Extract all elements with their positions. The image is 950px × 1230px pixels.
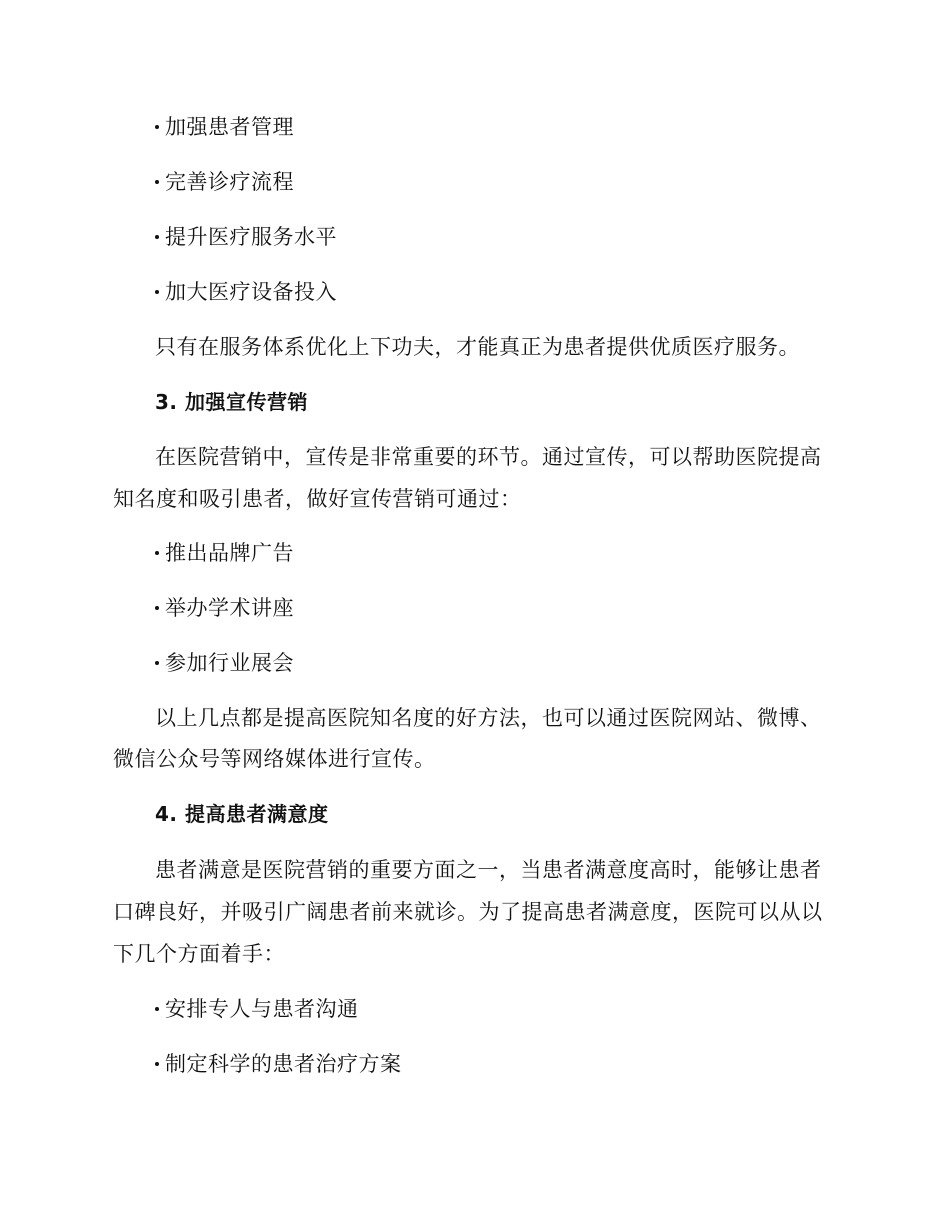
- paragraph-line: 知名度和吸引患者，做好宣传营销可通过：: [113, 487, 522, 511]
- section-heading: 3. 加强宣传营销: [155, 390, 308, 414]
- paragraph-line: 下几个方面着手：: [113, 942, 285, 966]
- bullet-text: 完善诊疗流程: [165, 170, 294, 194]
- bullet-item: [155, 222, 337, 252]
- bullet-icon: [155, 235, 159, 239]
- bullet-icon: [155, 661, 159, 665]
- paragraph-line: 以上几点都是提高医院知名度的好方法，也可以通过医院网站、微博、: [155, 706, 822, 730]
- paragraph: 只有在服务体系优化上下功夫，才能真正为患者提供优质医疗服务。: [155, 335, 800, 359]
- bullet-text: 举办学术讲座: [165, 596, 294, 620]
- bullet-icon: [155, 125, 159, 129]
- bullet-text: 制定科学的患者治疗方案: [165, 1052, 402, 1076]
- section-heading: 4. 提高患者满意度: [155, 802, 329, 826]
- bullet-icon: [155, 1007, 159, 1011]
- bullet-text: 加大医疗设备投入: [165, 280, 337, 304]
- bullet-item: [155, 593, 294, 623]
- bullet-item: [155, 1049, 402, 1079]
- paragraph-line: 微信公众号等网络媒体进行宣传。: [113, 747, 436, 771]
- bullet-icon: [155, 180, 159, 184]
- bullet-icon: [155, 551, 159, 555]
- bullet-item: [155, 167, 294, 197]
- bullet-item: [155, 648, 294, 678]
- bullet-item: [155, 112, 294, 142]
- bullet-icon: [155, 290, 159, 294]
- bullet-item: [155, 538, 294, 568]
- bullet-text: 安排专人与患者沟通: [165, 997, 359, 1021]
- paragraph-line: 患者满意是医院营销的重要方面之一，当患者满意度高时，能够让患者: [155, 858, 822, 882]
- bullet-item: [155, 277, 337, 307]
- bullet-icon: [155, 606, 159, 610]
- bullet-item: [155, 994, 359, 1024]
- bullet-icon: [155, 1062, 159, 1066]
- paragraph-line: 在医院营销中，宣传是非常重要的环节。通过宣传，可以帮助医院提高: [155, 445, 822, 469]
- bullet-text: 参加行业展会: [165, 651, 294, 675]
- bullet-text: 推出品牌广告: [165, 541, 294, 565]
- paragraph-line: 口碑良好，并吸引广阔患者前来就诊。为了提高患者满意度，医院可以从以: [113, 900, 823, 924]
- bullet-text: 提升医疗服务水平: [165, 225, 337, 249]
- bullet-text: 加强患者管理: [165, 115, 294, 139]
